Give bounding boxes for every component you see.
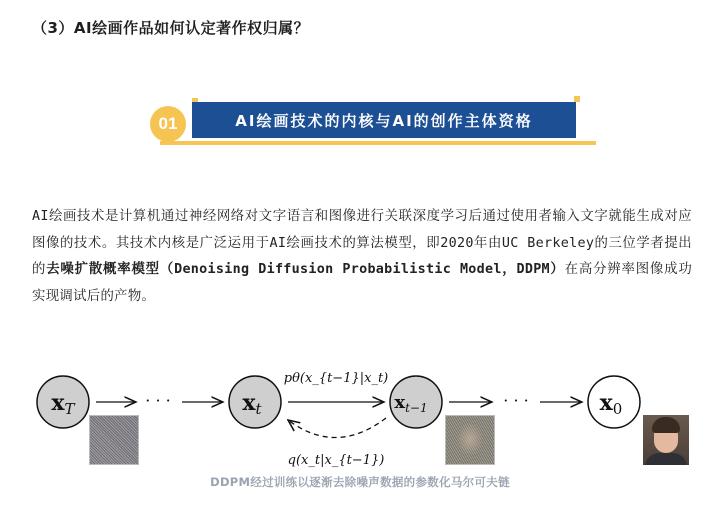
ellipsis: · · · — [145, 391, 171, 410]
section-heading: （3）AI绘画作品如何认定著作权归属？ — [32, 19, 310, 37]
ddpm-diagram — [30, 360, 690, 470]
pure-noise-image — [89, 415, 139, 465]
figure-caption: DDPM经过训练以逐渐去除噪声数据的参数化马尔可夫链 — [210, 475, 510, 489]
forward-label: pθ(x_{t−1}|x_t) — [283, 371, 389, 386]
noise-arrow — [288, 418, 386, 438]
ellipsis: · · · — [503, 391, 529, 410]
body-paragraph — [32, 204, 692, 310]
banner-number-badge: 01 — [150, 106, 186, 142]
face-shirt — [645, 453, 687, 465]
partially-denoised-image — [445, 415, 495, 465]
banner-underline — [160, 141, 596, 145]
node-label: $x_{t-1}$ — [394, 392, 428, 415]
banner-title: AI绘画技术的内核与AI的创作主体资格 — [192, 102, 576, 138]
paragraph-text: 在高分辨率图像成功实现调试后的产物。 — [32, 262, 693, 304]
paragraph-bold-term: 去噪扩散概率模型（Denoising Diffusion Probabilistic Model，DDPM） — [46, 262, 565, 277]
paragraph-text: AI绘画技术是计算机通过神经网络对文字语言和图像进行关联深度学习后通过使用者输入文字就能生成对应图像的技术。其技术内核是广泛运用于AI绘画技术的算法模型，即2020年由UC Berkeley的三位学者提出的 — [32, 209, 692, 277]
section-banner — [150, 96, 586, 148]
node-label: x0 — [599, 390, 623, 418]
node-label: xt — [242, 390, 262, 418]
node-label: xT — [51, 390, 75, 418]
generated-face-image — [643, 415, 689, 465]
face-hair — [652, 417, 680, 433]
reverse-label: q(x_t|x_{t−1}) — [287, 453, 385, 468]
